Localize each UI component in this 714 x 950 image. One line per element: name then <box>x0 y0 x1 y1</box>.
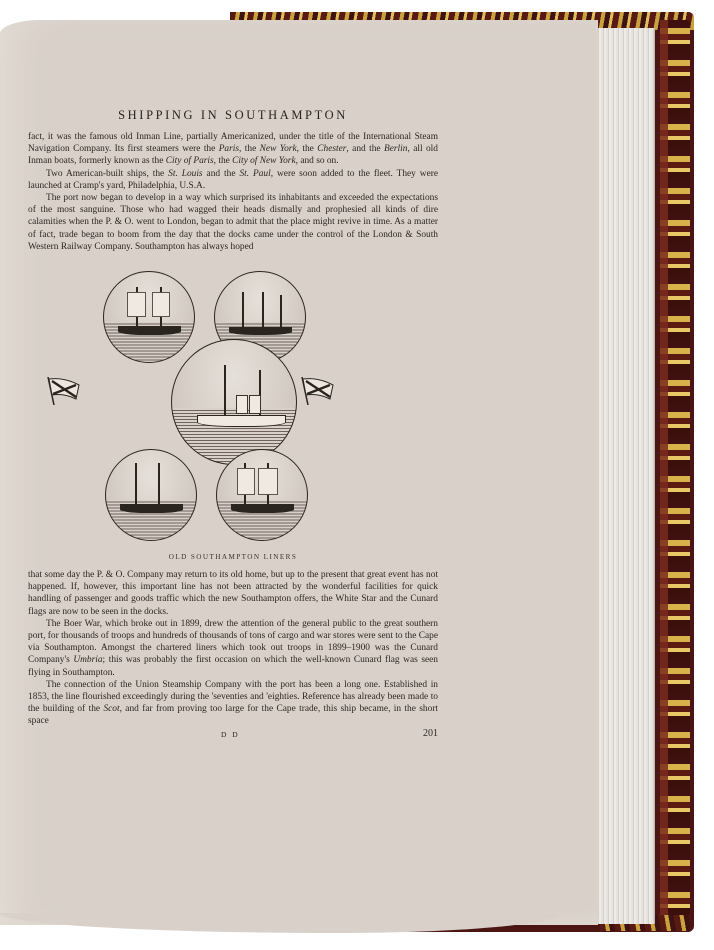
text-block-bottom <box>28 569 438 728</box>
ship-medallion-top-left <box>103 271 195 363</box>
ship-medallion-bottom-left <box>105 449 197 541</box>
paragraph: The Boer War, which broke out in 1899, drew the attention of the general public to the great southern port, for thousands of troops and hundreds of thousands of tons of cargo and war stores were sent to the Cape via Southampton. Amongst the chartered liners which took out troops in 1899–1900 was the Cunard Company's Umbria; this was probably the first occasion on which the well-known Cunard flag was seen flying in Southampton. <box>28 618 438 678</box>
gilt-border-right <box>660 20 690 930</box>
text-block-top <box>28 131 438 253</box>
paragraph: The port now began to develop in a way which surprised its inhabitants and exceeded the expectations of the most sanguine. Those who had wagged their heads dismally and prophesied all kinds of dire calamities when the P. & O. went to London, began to admit that the place might revive in time. As a matter of fact, trade began to boom from the day that the docks came under the control of the London & South Western Railway Company. Southampton has always hoped <box>28 193 438 252</box>
page-footer <box>28 727 438 744</box>
flag-left-icon <box>46 377 82 405</box>
paragraph: The connection of the Union Steamship Company with the port has been a long one. Established in 1853, the line flourished exceedingly during the 'seventies and 'eighties. Reference has already been made to the building of the Scot, and far from proving too large for the Cape trade, this ship became, in the short space <box>28 679 439 727</box>
ship-medallion-center <box>171 339 297 465</box>
illustration-old-southampton-liners <box>28 267 438 561</box>
paragraph: that some day the P. & O. Company may return to its old home, but up to the present that great event has not happened. If, however, this important line has not been attracted by the wonderful facilities for quick handling of passenger and goods traffic which the new Southampton offers, the White Star and the Cunard flags are now to be seen in the docks. <box>28 570 438 617</box>
paragraph: Two American-built ships, the St. Louis and the St. Paul, were soon added to the fleet. They were launched at Cramp's yard, Philadelphia, U.S.A. <box>28 168 439 191</box>
page-number: 201 <box>423 727 438 739</box>
figure-caption: OLD SOUTHAMPTON LINERS <box>168 553 298 562</box>
flag-right-icon <box>300 377 336 405</box>
paragraph: fact, it was the famous old Inman Line, partially Americanized, under the title of the International Steam Navigation Company. Its first steamers were the Paris, the New York, the Chester, and the Berlin, all old Inman boats, formerly known as the City of Paris, the City of New York, and so on. <box>28 132 438 167</box>
running-head: SHIPPING IN SOUTHAMPTON <box>118 108 348 122</box>
ship-medallion-bottom-right <box>216 449 308 541</box>
page-content <box>28 108 438 744</box>
page-block-edge <box>596 28 655 924</box>
signature-mark: D D <box>221 729 240 739</box>
